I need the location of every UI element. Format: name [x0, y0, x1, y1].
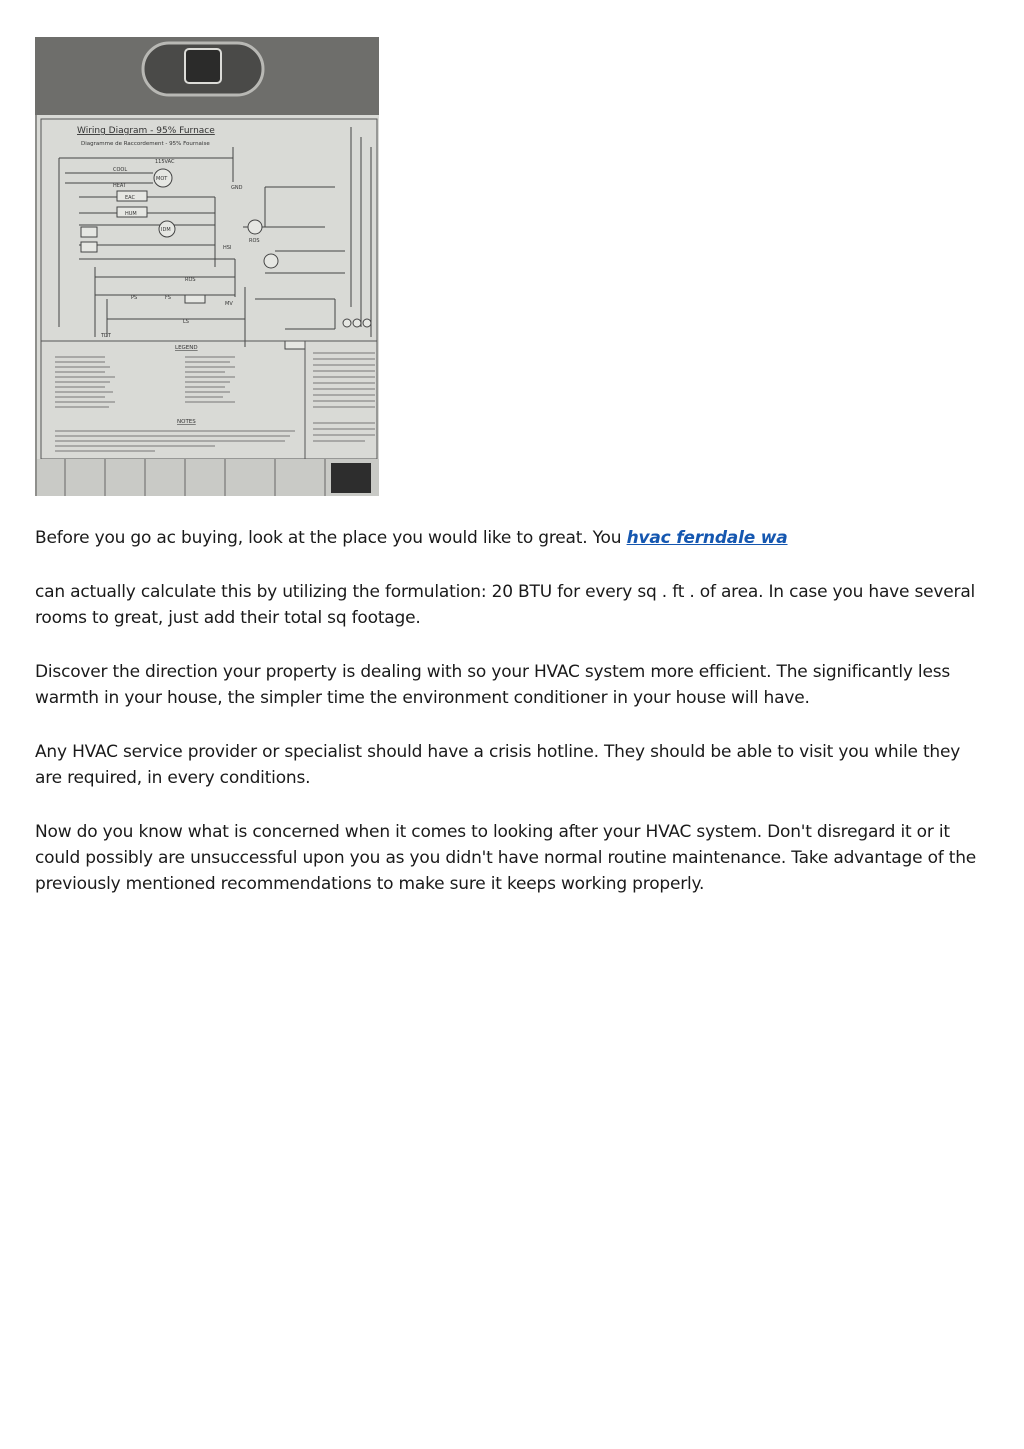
svg-text:HSI: HSI	[223, 245, 232, 251]
svg-text:IDM: IDM	[161, 227, 171, 233]
svg-text:MV: MV	[225, 301, 233, 307]
article-page	[35, 37, 990, 897]
wiring-diagram-photo	[35, 37, 379, 496]
paragraph-2: can actually calculate this by utilizing the formulation: 20 BTU for every sq . ft . of area. In case you have several rooms to great, just add their total sq footage.	[35, 582, 976, 628]
svg-text:HUM: HUM	[125, 211, 137, 217]
diagram-subtitle: Diagramme de Raccordement - 95% Fournaise	[81, 141, 210, 147]
svg-text:MOT: MOT	[156, 176, 168, 182]
svg-text:FS: FS	[165, 295, 171, 301]
legend-heading: LEGEND	[175, 345, 198, 351]
svg-text:COOL: COOL	[113, 167, 128, 173]
svg-text:PS: PS	[131, 295, 138, 301]
svg-text:115VAC: 115VAC	[155, 159, 175, 165]
energy-logo-icon	[331, 463, 371, 493]
paragraph-4: Any HVAC service provider or specialist should have a crisis hotline. They should be able to visit you while they are required, in every conditions.	[35, 742, 961, 788]
hvac-ferndale-link[interactable]: hvac ferndale wa	[626, 528, 788, 548]
svg-text:ROS: ROS	[249, 238, 260, 244]
svg-text:LS: LS	[183, 319, 189, 325]
paragraph-3: Discover the direction your property is dealing with so your HVAC system more efficient. The significantly less warmth in your house, the simpler time the environment conditioner in your house will have.	[35, 662, 951, 708]
paragraph-1	[35, 525, 990, 551]
svg-text:TDT: TDT	[101, 333, 111, 339]
svg-text:GND: GND	[231, 185, 243, 191]
svg-text:EAC: EAC	[125, 195, 135, 201]
svg-text:ROS: ROS	[185, 277, 196, 283]
notes-heading: NOTES	[177, 419, 196, 425]
paragraph-1-text: Before you go ac buying, look at the place you would like to great. You	[35, 528, 622, 548]
paragraph-5: Now do you know what is concerned when it comes to looking after your HVAC system. Don't disregard it or it could possibly are unsuccessful upon you as you didn't have normal routine maintenance. Take advantage of the previously mentioned recommendations to make sure it keeps working properly.	[35, 822, 977, 894]
diagram-title: Wiring Diagram - 95% Furnace	[77, 126, 215, 136]
svg-text:HEAT: HEAT	[113, 183, 127, 189]
